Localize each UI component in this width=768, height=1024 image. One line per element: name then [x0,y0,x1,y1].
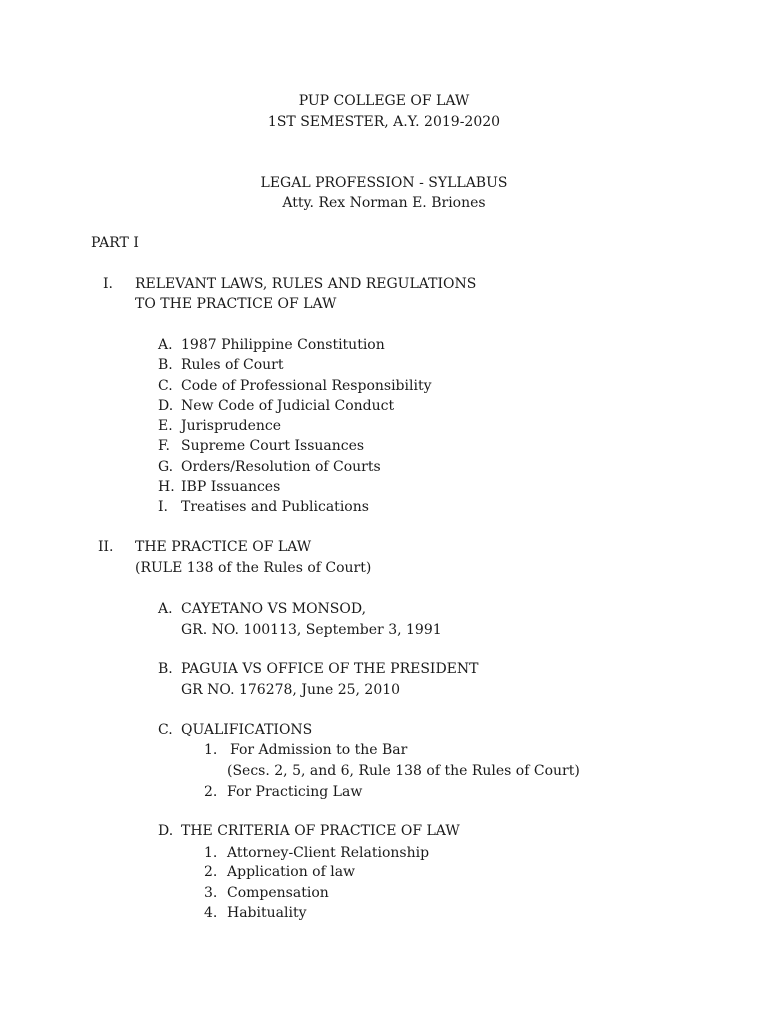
part-label: PART I [91,235,139,251]
course-title: LEGAL PROFESSION - SYLLABUS [260,175,508,191]
list-item: Application of law [227,864,356,880]
item-number: 1. [204,845,218,861]
item-letter: I. [158,499,168,515]
list-item: For Admission to the Bar [230,742,408,758]
case-title: CAYETANO VS MONSOD, [181,601,367,617]
list-item: Jurisprudence [181,418,282,434]
case-citation: GR. NO. 100113, September 3, 1991 [181,622,442,638]
list-item: Treatises and Publications [181,499,369,515]
item-letter: C. [158,722,173,738]
item-letter: A. [158,601,173,617]
case-citation: GR NO. 176278, June 25, 2010 [181,682,401,698]
list-item: For Practicing Law [227,784,363,800]
school-name: PUP COLLEGE OF LAW [298,93,470,109]
item-letter: B. [158,661,173,677]
item-letter: C. [158,378,173,394]
subsection-title: QUALIFICATIONS [181,722,313,738]
list-item: Orders/Resolution of Courts [181,459,381,475]
item-letter: H. [158,479,175,495]
list-item: Code of Professional Responsibility [181,378,432,394]
semester-line: 1ST SEMESTER, A.Y. 2019-2020 [267,114,501,130]
item-letter: D. [158,823,174,839]
item-number: 2. [204,864,218,880]
subsection-title: THE CRITERIA OF PRACTICE OF LAW [181,823,460,839]
item-number: 1. [204,742,218,758]
item-letter: E. [158,418,173,434]
section-number: II. [98,539,114,555]
section-number: I. [103,276,113,292]
list-item: New Code of Judicial Conduct [181,398,395,414]
item-number: 4. [204,905,218,921]
item-letter: D. [158,398,174,414]
list-item: 1987 Philippine Constitution [181,337,385,353]
list-item: IBP Issuances [181,479,281,495]
case-title: PAGUIA VS OFFICE OF THE PRESIDENT [181,661,479,677]
section-title: RELEVANT LAWS, RULES AND REGULATIONS [135,276,477,292]
list-item: Compensation [227,885,329,901]
section-subtitle: (RULE 138 of the Rules of Court) [135,560,372,576]
instructor-name: Atty. Rex Norman E. Briones [282,195,486,211]
list-item: Attorney-Client Relationship [227,845,430,861]
section-title-continued: TO THE PRACTICE OF LAW [135,296,337,312]
list-item: Supreme Court Issuances [181,438,365,454]
section-title: THE PRACTICE OF LAW [135,539,312,555]
list-item: Habituality [227,905,307,921]
item-letter: F. [158,438,170,454]
item-number: 3. [204,885,218,901]
item-letter: B. [158,357,173,373]
list-item: Rules of Court [181,357,284,373]
list-item-note: (Secs. 2, 5, and 6, Rule 138 of the Rules of Court) [227,763,580,779]
item-letter: G. [158,459,174,475]
item-letter: A. [158,337,173,353]
item-number: 2. [204,784,218,800]
